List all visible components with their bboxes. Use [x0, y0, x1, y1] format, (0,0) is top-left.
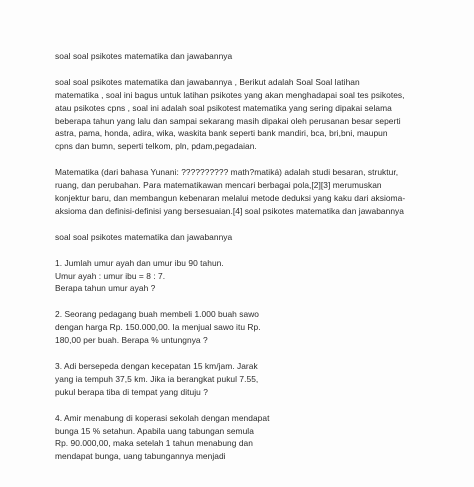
definition-line: Matematika (dari bahasa Yunani: ?????????? math?matiká) adalah studi besaran, struktur,	[55, 167, 399, 178]
question-2	[55, 308, 455, 347]
question-1	[55, 257, 455, 296]
document-body	[55, 50, 455, 476]
question-line: 3. Adi bersepeda dengan kecepatan 15 km/jam. Jarak	[55, 361, 258, 372]
question-line: 1. Jumlah umur ayah dan umur ibu 90 tahun.	[55, 257, 224, 268]
definition-paragraph	[55, 166, 455, 218]
question-line: Berapa tahun umur ayah ?	[55, 283, 156, 294]
intro-line: matematika , soal ini bagus untuk latihan psikotes yang akan menghadapai soal tes psikotes,	[55, 89, 405, 100]
intro-paragraph	[55, 76, 455, 153]
section-subtitle	[55, 231, 455, 244]
question-line: 4. Amir menabung di koperasi sekolah dengan mendapat	[55, 412, 270, 423]
question-line: mendapat bunga, uang tabungannya menjadi	[55, 451, 226, 462]
question-line: dengan harga Rp. 150.000,00. Ia menjual sawo itu Rp.	[55, 322, 261, 333]
definition-line: konjektur baru, dan membangun kebenaran melalui metode deduksi yang kaku dari aksioma-	[55, 193, 406, 204]
intro-line: atau psikotes cpns , soal ini adalah soal psikotest matematika yang sering dipakai selama	[55, 102, 392, 113]
intro-line: beberapa tahun yang lalu dan sampai sekarang masih dipakai oleh perusanan besar seperti	[55, 115, 401, 126]
section-subtitle-text: soal soal psikotes matematika dan jawabannya	[55, 231, 233, 242]
question-4	[55, 412, 455, 464]
definition-line: aksioma dan definisi-definisi yang bersesuaian.[4] soal psikotes matematika dan jawabannya	[55, 205, 405, 216]
question-line: Rp. 90.000,00, maka setelah 1 tahun menabung dan	[55, 438, 253, 449]
question-line: 180,00 per buah. Berapa % untungnya ?	[55, 335, 208, 346]
question-line: pukul berapa tiba di tempat yang dituju ?	[55, 386, 208, 397]
document-title	[55, 50, 455, 63]
intro-line: soal soal psikotes matematika dan jawabannya , Berikut adalah Soal Soal latihan	[55, 76, 360, 87]
intro-line: astra, pama, honda, adira, wika, waskita bank seperti bank mandiri, bca, bri,bni, maupun	[55, 128, 388, 139]
question-line: yang ia tempuh 37,5 km. Jika ia berangkat pukul 7.55,	[55, 373, 259, 384]
question-line: 2. Seorang pedagang buah membeli 1.000 buah sawo	[55, 309, 260, 320]
definition-line: ruang, dan perubahan. Para matematikawan mencari berbagai pola,[2][3] merumuskan	[55, 180, 382, 191]
question-line: Umur ayah : umur ibu = 8 : 7.	[55, 270, 166, 281]
question-3	[55, 360, 455, 399]
document-title-text: soal soal psikotes matematika dan jawabannya	[55, 51, 233, 61]
intro-line: cpns dan bumn, seperti telkom, pln, pdam,pegadaian.	[55, 141, 257, 152]
question-line: bunga 15 % setahun. Apabila uang tabungan semula	[55, 425, 254, 436]
